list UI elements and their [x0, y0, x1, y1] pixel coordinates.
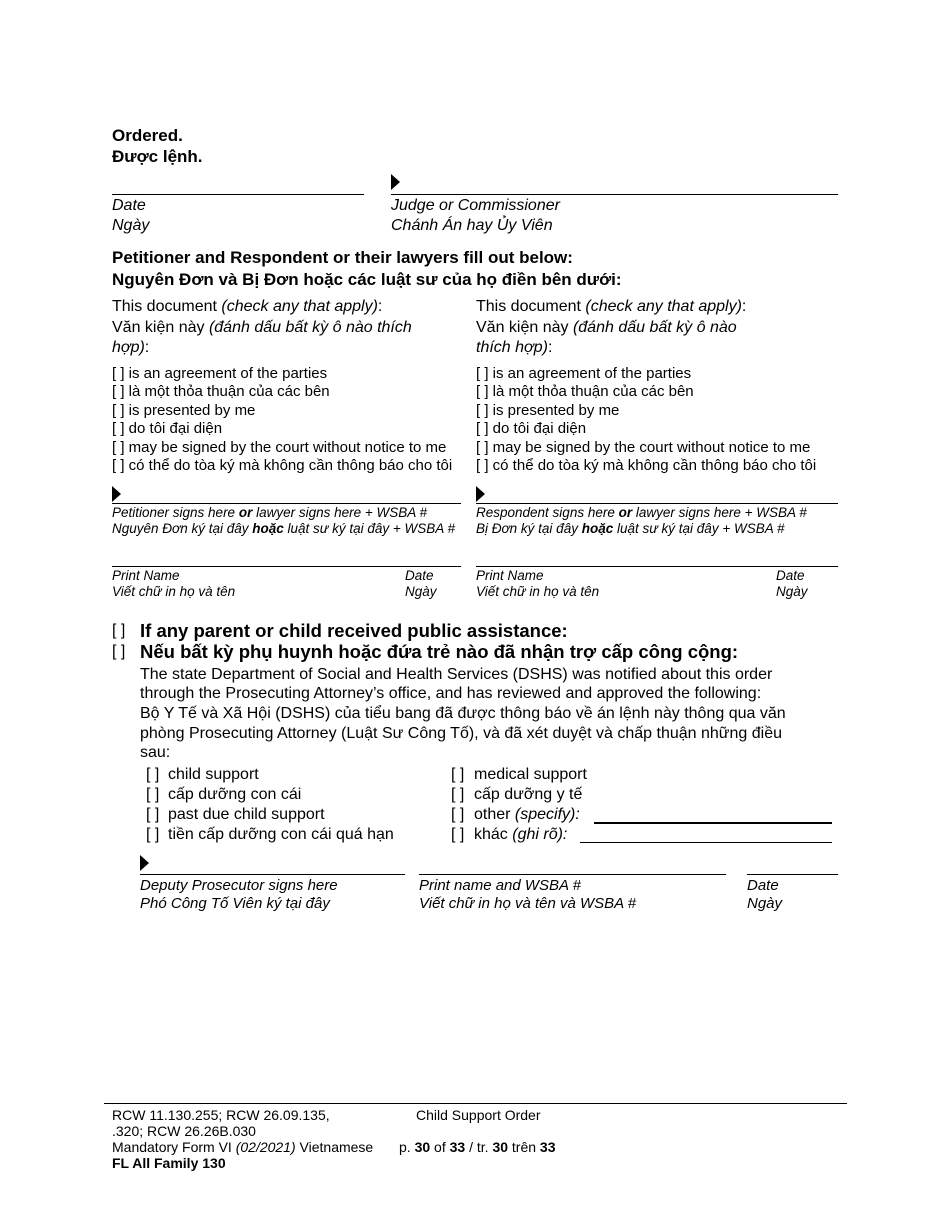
respondent-signature-line[interactable]	[476, 503, 838, 504]
right-doc-vi: Văn kiện này (đánh dấu bất kỳ ô nào	[476, 319, 737, 336]
past-due-checkbox-vi[interactable]: [ ]	[146, 826, 160, 843]
deputy-sign-label: Deputy Prosecutor signs here	[140, 877, 338, 894]
right-option[interactable]: [ ] may be signed by the court without notice to me	[476, 439, 811, 456]
left-option[interactable]: [ ] do tôi đại diện	[112, 420, 223, 437]
assistance-checkbox[interactable]: [ ]	[112, 622, 126, 639]
left-doc-vi: Văn kiện này (đánh dấu bất kỳ ô nào thích	[112, 319, 412, 336]
date-line[interactable]	[112, 194, 364, 195]
sign-here-arrow-icon	[476, 486, 485, 502]
sign-here-arrow-icon	[140, 855, 149, 871]
other-label-vi: khác (ghi rõ):	[474, 826, 568, 843]
right-option[interactable]: [ ] is an agreement of the parties	[476, 365, 692, 382]
deputy-date-label: Date	[747, 877, 779, 894]
left-date-label: Date	[405, 568, 434, 583]
right-date-label: Date	[776, 568, 805, 583]
left-option[interactable]: [ ] is presented by me	[112, 402, 256, 419]
right-doc-vi-2: thích hợp):	[476, 339, 553, 356]
other-checkbox-vi[interactable]: [ ]	[451, 826, 465, 843]
left-doc-en: This document (check any that apply):	[112, 298, 383, 315]
assistance-paragraph-line: through the Prosecuting Attorney’s office, and has reviewed and approved the following:	[140, 685, 762, 702]
petitioner-signature-line[interactable]	[112, 503, 461, 504]
print-name-wsba-line[interactable]	[419, 874, 726, 875]
right-date-label-vi: Ngày	[776, 584, 808, 599]
right-option[interactable]: [ ] có thể do tòa ký mà không cần thông báo cho tôi	[476, 457, 817, 474]
footer-divider	[104, 1103, 847, 1104]
parties-heading-en: Petitioner and Respondent or their lawyers fill out below:	[112, 248, 573, 267]
respondent-sign-label-vi: Bị Đơn ký tại đây hoặc luật sư ký tại đây + WSBA #	[476, 521, 785, 536]
assistance-paragraph-line: The state Department of Social and Health Services (DSHS) was notified about this order	[140, 666, 773, 683]
print-wsba-label-vi: Viết chữ in họ và tên và WSBA #	[419, 895, 637, 912]
deputy-sign-label-vi: Phó Công Tố Viên ký tại đây	[140, 895, 330, 912]
other-specify-field[interactable]	[594, 822, 832, 824]
petitioner-print-name-line[interactable]	[112, 566, 461, 567]
medical-support-label-vi: cấp dưỡng y tế	[474, 786, 583, 803]
medical-support-checkbox-vi[interactable]: [ ]	[451, 786, 465, 803]
respondent-sign-label: Respondent signs here or lawyer signs here + WSBA #	[476, 505, 807, 520]
respondent-print-name-line[interactable]	[476, 566, 838, 567]
footer-rcw-line2: .320; RCW 26.26B.030	[112, 1123, 256, 1139]
deputy-date-line[interactable]	[747, 874, 838, 875]
sign-here-arrow-icon	[112, 486, 121, 502]
parties-heading-vi: Nguyên Đơn và Bị Đơn hoặc các luật sư của họ điền bên dưới:	[112, 270, 622, 289]
assistance-checkbox-vi[interactable]: [ ]	[112, 643, 126, 660]
left-print-name-label: Print Name	[112, 568, 180, 583]
right-option[interactable]: [ ] là một thỏa thuận của các bên	[476, 383, 694, 400]
ordered-vi: Được lệnh.	[112, 147, 203, 166]
left-option[interactable]: [ ] là một thỏa thuận của các bên	[112, 383, 330, 400]
deputy-signature-line[interactable]	[140, 874, 405, 875]
deputy-date-label-vi: Ngày	[747, 895, 783, 912]
medical-support-checkbox[interactable]: [ ]	[451, 766, 465, 783]
assistance-heading-en: If any parent or child received public assistance:	[140, 620, 568, 641]
print-wsba-label: Print name and WSBA #	[419, 877, 582, 894]
child-support-label-vi: cấp dưỡng con cái	[168, 786, 302, 803]
left-date-label-vi: Ngày	[405, 584, 437, 599]
footer-form-id: FL All Family 130	[112, 1155, 226, 1171]
left-option[interactable]: [ ] may be signed by the court without notice to me	[112, 439, 447, 456]
judge-label-vi: Chánh Án hay Ủy Viên	[391, 217, 553, 234]
left-print-name-label-vi: Viết chữ in họ và tên	[112, 584, 236, 599]
sign-here-arrow-icon	[391, 174, 400, 190]
petitioner-sign-label-vi: Nguyên Đơn ký tại đây hoặc luật sư ký tại đây + WSBA #	[112, 521, 455, 536]
judge-label: Judge or Commissioner	[391, 197, 560, 214]
right-print-name-label: Print Name	[476, 568, 544, 583]
judge-signature-line[interactable]	[391, 194, 838, 195]
assistance-heading-vi: Nếu bất kỳ phụ huynh hoặc đứa trẻ nào đã nhận trợ cấp công cộng:	[140, 641, 739, 662]
assistance-paragraph-line: sau:	[140, 744, 171, 761]
date-label: Date	[112, 197, 146, 214]
other-specify-field-vi[interactable]	[580, 842, 832, 843]
right-print-name-label-vi: Viết chữ in họ và tên	[476, 584, 600, 599]
past-due-label: past due child support	[168, 806, 325, 823]
right-option[interactable]: [ ] is presented by me	[476, 402, 620, 419]
ordered-en: Ordered.	[112, 126, 183, 145]
child-support-label: child support	[168, 766, 259, 783]
past-due-checkbox[interactable]: [ ]	[146, 806, 160, 823]
left-option[interactable]: [ ] is an agreement of the parties	[112, 365, 328, 382]
footer-page-number: p. 30 of 33 / tr. 30 trên 33	[399, 1139, 556, 1155]
assistance-paragraph-line: Bộ Y Tế và Xã Hội (DSHS) của tiểu bang đã được thông báo về án lệnh này thông qua văn	[140, 705, 786, 722]
right-option[interactable]: [ ] do tôi đại diện	[476, 420, 587, 437]
left-option[interactable]: [ ] có thể do tòa ký mà không cần thông báo cho tôi	[112, 457, 453, 474]
child-support-checkbox-vi[interactable]: [ ]	[146, 786, 160, 803]
assistance-paragraph-line: phòng Prosecuting Attorney (Luật Sư Công Tố), và đã xét duyệt và chấp thuận những điều	[140, 725, 782, 742]
date-label-vi: Ngày	[112, 217, 150, 234]
past-due-label-vi: tiền cấp dưỡng con cái quá hạn	[168, 826, 394, 843]
other-checkbox[interactable]: [ ]	[451, 806, 465, 823]
right-doc-en: This document (check any that apply):	[476, 298, 747, 315]
footer-form-name: Mandatory Form VI (02/2021) Vietnamese	[112, 1139, 374, 1155]
petitioner-sign-label: Petitioner signs here or lawyer signs here + WSBA #	[112, 505, 428, 520]
footer-title: Child Support Order	[416, 1107, 541, 1123]
left-doc-vi-2: hợp):	[112, 339, 150, 356]
footer-rcw-line1: RCW 11.130.255; RCW 26.09.135,	[112, 1107, 330, 1123]
other-label: other (specify):	[474, 806, 580, 823]
child-support-checkbox[interactable]: [ ]	[146, 766, 160, 783]
medical-support-label: medical support	[474, 766, 587, 783]
